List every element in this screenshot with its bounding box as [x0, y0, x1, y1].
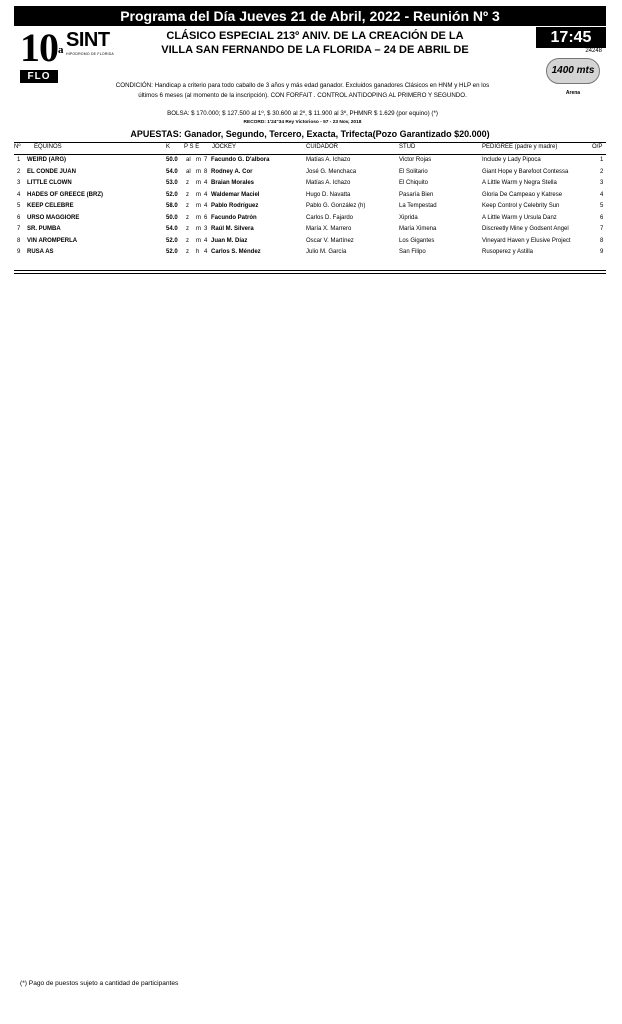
entry-op: 5: [600, 203, 604, 209]
entry-op: 2: [600, 168, 604, 175]
table-bottom-rule-1: [14, 270, 606, 271]
race-title: [140, 29, 490, 57]
entry-jockey: Juan M. Díaz: [211, 237, 248, 244]
entry-e: 4: [204, 203, 208, 209]
entry-stud: María Ximena: [399, 226, 437, 232]
entry-e: 3: [204, 226, 208, 232]
entry-pedigree: Include y Lady Pipoca: [482, 157, 541, 163]
distance-badge: 1400 mts: [546, 58, 600, 84]
entry-pedigree: Rusoperez y Astilla: [482, 249, 534, 255]
entry-e: 4: [204, 180, 208, 186]
entry-horse-name: EL CONDE JUAN: [27, 168, 76, 175]
entry-stud: Xiprida: [399, 214, 418, 221]
entry-weight: 52.0: [166, 191, 178, 198]
entry-op: 8: [600, 237, 604, 244]
entry-stud: Pasaría Bien: [399, 191, 434, 198]
track-record: RECORD: 1'24"34 Rey Victorioso - 57 - 23 Nov, 2018: [243, 120, 362, 125]
entry-e: 4: [204, 249, 208, 255]
entry-weight: 54.0: [166, 226, 178, 232]
entry-weight: 53.0: [166, 180, 178, 186]
entry-trainer: Oscar V. Martínez: [306, 237, 354, 244]
entry-stud: San Filipo: [399, 249, 426, 255]
entry-trainer: María X. Marrero: [306, 226, 352, 232]
entry-horse-name: RUSA AS: [27, 249, 54, 255]
entry-trainer: Julio M. García: [306, 249, 347, 255]
entry-s: m: [196, 191, 201, 198]
entry-weight: 52.0: [166, 249, 178, 255]
track-code: FLO: [20, 70, 58, 83]
entry-horse-name: SR. PUMBA: [27, 226, 61, 232]
table-row: [14, 155, 606, 166]
entry-number: 7: [17, 226, 21, 232]
entry-pedigree: Discreetly Mine y Godsent Angel: [482, 226, 569, 232]
col-pedigree: PEDIGREE (padre y madre): [482, 144, 558, 150]
table-header: [14, 142, 606, 153]
entry-p: z: [186, 180, 189, 186]
entry-jockey: Facundo G. D'albora: [211, 157, 270, 163]
race-number-value: 10: [20, 25, 58, 70]
entry-p: z: [186, 237, 189, 244]
entry-pedigree: Giant Hope y Barefoot Contessa: [482, 168, 569, 175]
entry-e: 6: [204, 214, 208, 221]
entry-trainer: Pablo G. González (h): [306, 203, 366, 209]
entry-number: 8: [17, 237, 21, 244]
entry-number: 2: [17, 168, 21, 175]
entry-op: 7: [600, 226, 604, 232]
table-bottom-rule-2: [14, 273, 606, 274]
entry-s: m: [196, 203, 201, 209]
entry-s: h: [196, 249, 200, 255]
race-title-line-1: CLÁSICO ESPECIAL 213º ANIV. DE LA CREACIÓN DE LA: [166, 30, 464, 42]
entry-horse-name: HADES OF GREECE (BRZ): [27, 191, 104, 198]
entry-op: 3: [600, 180, 604, 186]
entry-e: 8: [204, 168, 208, 175]
entry-stud: El Solitario: [399, 168, 428, 175]
entry-pedigree: Vineyard Haven y Elusive Project: [482, 237, 571, 244]
entry-trainer: Carlos D. Fajardo: [306, 214, 354, 221]
entry-jockey: Waldemar Maciel: [211, 191, 260, 198]
race-title-line-2: VILLA SAN FERNANDO DE LA FLORIDA – 24 DE ABRIL DE: [161, 44, 469, 56]
betting-types: APUESTAS: Ganador, Segundo, Tercero, Exacta, Trifecta(Pozo Garantizado $20.000): [130, 129, 490, 139]
entry-horse-name: LITTLE CLOWN: [27, 180, 72, 186]
table-row: [14, 247, 606, 258]
post-time: 17:45: [536, 27, 606, 48]
col-jockey: JOCKEY: [212, 144, 237, 150]
condition-line-2: últimos 6 meses (al momento de la inscripción). CON FORFAIT . CONTROL ANTIDOPING AL PRIMERO Y SEGUNDO.: [138, 92, 467, 99]
table-row: [14, 201, 606, 212]
entry-p: z: [186, 214, 189, 221]
entry-s: m: [196, 168, 201, 175]
table-row: [14, 167, 606, 178]
entry-s: m: [196, 157, 201, 163]
table-row: [14, 213, 606, 224]
entry-p: al: [186, 157, 191, 163]
entry-jockey: Raúl M. Silvera: [211, 226, 254, 232]
entry-horse-name: KEEP CELEBRE: [27, 203, 74, 209]
entry-trainer: Matías A. Ichazo: [306, 157, 351, 163]
entry-number: 1: [17, 157, 21, 163]
entry-pedigree: A Little Warm y Ursula Danz: [482, 214, 557, 221]
col-op: O/P: [592, 144, 603, 150]
entry-p: z: [186, 249, 189, 255]
entry-s: m: [196, 226, 201, 232]
col-cuidador: CUIDADOR: [306, 144, 339, 150]
sint-logo-subtitle: HIPODROMO DE FLORIDA: [66, 52, 114, 56]
entry-jockey: Rodney A. Cor: [211, 168, 253, 175]
col-num: Nº: [14, 144, 21, 150]
race-condition: [100, 81, 505, 101]
entry-e: 4: [204, 237, 208, 244]
entry-s: m: [196, 237, 201, 244]
entry-op: 4: [600, 191, 604, 198]
entry-horse-name: URSO MAGGIORE: [27, 214, 80, 221]
entry-horse-name: VIN AROMPERLA: [27, 237, 78, 244]
entry-s: m: [196, 180, 201, 186]
table-row: [14, 224, 606, 235]
entry-horse-name: WEIRD (ARG): [27, 157, 66, 163]
entry-pedigree: Keep Control y Celebrity Sun: [482, 203, 560, 209]
race-number-ordinal: a: [58, 44, 63, 56]
entry-trainer: Matías A. Ichazo: [306, 180, 351, 186]
entry-number: 6: [17, 214, 21, 221]
entry-stud: El Chiquito: [399, 180, 429, 186]
entry-p: al: [186, 168, 191, 175]
entry-pedigree: Gloria De Campeao y Katrese: [482, 191, 563, 198]
race-number: [20, 25, 63, 70]
entry-s: m: [196, 214, 201, 221]
surface-label: Arena: [565, 90, 581, 96]
entry-stud: Victor Rojas: [399, 157, 432, 163]
entry-weight: 50.0: [166, 214, 178, 221]
col-pse: P S E: [184, 144, 200, 150]
col-equinos: EQUINOS: [34, 144, 62, 150]
purse-info: BOLSA: $ 170.000; $ 127.500 al 1º, $ 30.600 al 2º, $ 11.900 al 3º, PHMNR $ 1.629 (por equino) (*): [167, 110, 438, 117]
condition-line-1: CONDICIÓN: Handicap a criterio para todo caballo de 3 años y más edad ganador. Excluidos ganadores Clásicos en HNM y HLP en los: [115, 82, 490, 89]
entry-weight: 54.0: [166, 168, 178, 175]
entry-stud: Los Gigantes: [399, 237, 435, 244]
race-code: 24248: [585, 48, 602, 54]
entry-number: 3: [17, 180, 21, 186]
entry-trainer: José G. Menchaca: [306, 168, 357, 175]
table-row: [14, 236, 606, 247]
table-row: [14, 178, 606, 189]
entry-op: 6: [600, 214, 604, 221]
entry-weight: 50.0: [166, 157, 178, 163]
sint-logo: SINT: [66, 29, 110, 51]
table-row: [14, 190, 606, 201]
entry-p: z: [186, 226, 189, 232]
entry-jockey: Carlos S. Méndez: [211, 249, 261, 255]
entry-jockey: Braian Morales: [211, 180, 255, 186]
entry-number: 4: [17, 191, 21, 198]
entry-p: z: [186, 191, 189, 198]
col-stud: STUD: [399, 144, 416, 150]
entry-op: 9: [600, 249, 604, 255]
entry-e: 7: [204, 157, 208, 163]
footer-note: (*) Pago de puestos sujeto a cantidad de participantes: [20, 980, 179, 987]
entry-trainer: Hugo D. Navatta: [306, 191, 351, 198]
entry-jockey: Pablo Rodríguez: [211, 203, 259, 209]
program-header-bar: Programa del Día Jueves 21 de Abril, 2022 - Reunión Nº 3: [14, 6, 606, 26]
entry-p: z: [186, 203, 189, 209]
entry-e: 4: [204, 191, 208, 198]
col-k: K: [166, 144, 171, 150]
entry-stud: La Tempestad: [399, 203, 437, 209]
entry-number: 9: [17, 249, 21, 255]
entry-jockey: Facundo Patrón: [211, 214, 257, 221]
entry-weight: 52.0: [166, 237, 178, 244]
entry-weight: 58.0: [166, 203, 178, 209]
entry-op: 1: [600, 157, 604, 163]
entry-number: 5: [17, 203, 21, 209]
entry-pedigree: A Little Warm y Negra Stella: [482, 180, 557, 186]
